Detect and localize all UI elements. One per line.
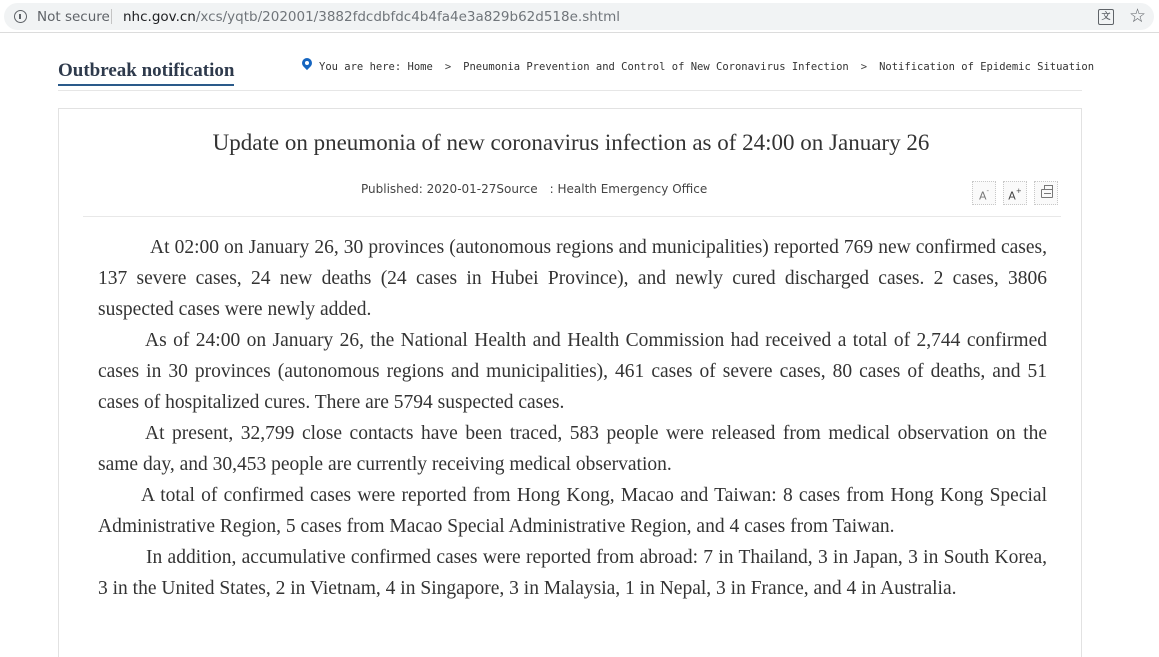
decrease-font-label: A (978, 189, 987, 203)
breadcrumb (302, 58, 1094, 76)
browser-address-bar (0, 0, 1159, 33)
article-meta (361, 182, 707, 196)
source-value: : Health Emergency Office (549, 182, 708, 196)
printer-icon (1041, 189, 1053, 198)
omnibox[interactable] (4, 3, 1154, 30)
header-divider (58, 90, 1082, 91)
omnibox-divider (111, 9, 112, 24)
breadcrumb-prefix: You are here: (319, 61, 402, 73)
increase-font-label: A (1008, 189, 1016, 203)
article-title: Update on pneumonia of new coronavirus infection as of 24:00 on January 26 (212, 130, 930, 155)
article-paragraph: A total of confirmed cases were reported from Hong Kong, Macao and Taiwan: 8 cases from Hong Kong Special Administrative Region, 5 cases from Macao Special Administrative Region, and 4 cases from Taiwan. (98, 485, 1047, 537)
increase-font-button[interactable] (1003, 181, 1027, 205)
security-label[interactable]: Not secure (37, 9, 110, 25)
decrease-font-button[interactable] (972, 181, 996, 205)
section-title[interactable]: Outbreak notification (58, 60, 234, 86)
decrease-font-mark: - (986, 187, 990, 195)
breadcrumb-item-pneumonia-prevention[interactable]: Pneumonia Prevention and Control of New Coronavirus Infection (463, 61, 849, 73)
url-field[interactable] (123, 9, 620, 25)
translate-icon[interactable]: 文 (1098, 9, 1114, 25)
article-paragraph: As of 24:00 on January 26, the National Health and Health Commission had received a total of 2,744 confirmed cases in 30 provinces (autonomous regions and municipalities), 461 cases of severe cases, 80 cases of deaths, and 51 cases of hospitalized cures. There are 5794 suspected cases. (98, 330, 1047, 413)
article-paragraph: At present, 32,799 close contacts have been traced, 583 people were released from medical observation on the same day, and 30,453 people are currently receiving medical observation. (98, 423, 1047, 475)
url-host: nhc.gov.cn (123, 9, 196, 25)
article-paragraph: In addition, accumulative confirmed cases were reported from abroad: 7 in Thailand, 3 in Japan, 3 in South Korea, 3 in the United States, 2 in Vietnam, 4 in Singapore, 3 in Malaysia, 1 in Nepal, 3 in France, and 4 in Australia. (98, 547, 1047, 599)
article-container (58, 108, 1082, 657)
article-paragraph: At 02:00 on January 26, 30 provinces (autonomous regions and municipalities) reported 769 new confirmed cases, 137 severe cases, 24 new deaths (24 cases in Hubei Province), and newly cured discharged cases. 2 cases, 3806 suspected cases were newly added. (98, 237, 1047, 320)
breadcrumb-item-epidemic-notification[interactable]: Notification of Epidemic Situation (879, 61, 1095, 73)
print-button[interactable] (1034, 181, 1058, 205)
increase-font-mark: + (1015, 187, 1022, 195)
breadcrumb-item-home[interactable]: Home (407, 61, 433, 73)
meta-divider (83, 216, 1061, 217)
star-icon[interactable]: ☆ (1129, 6, 1147, 27)
info-icon[interactable] (14, 10, 27, 23)
published-date: 2020-01-27 (426, 182, 497, 196)
location-pin-icon (302, 58, 313, 72)
article-body (98, 232, 1047, 604)
source-label: Source (496, 182, 538, 196)
breadcrumb-separator: > (860, 61, 868, 73)
url-path: /xcs/yqtb/202001/3882fdcdbfdc4b4fa4e3a829b62d518e.shtml (195, 9, 620, 25)
breadcrumb-separator: > (444, 61, 452, 73)
published-label: Published: (361, 182, 423, 196)
